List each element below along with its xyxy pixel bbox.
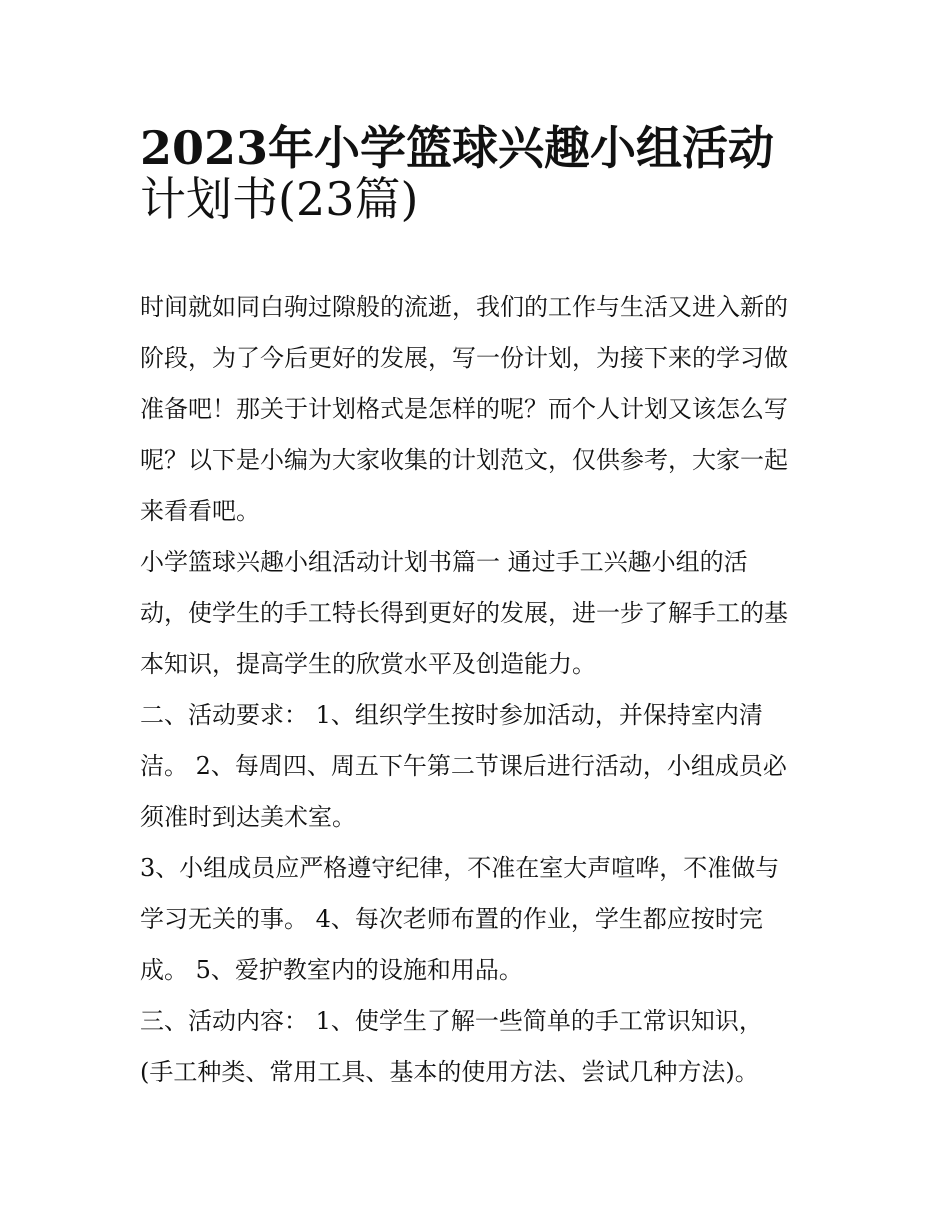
text-line: 准备吧！那关于计划格式是怎样的呢？而个人计划又该怎么写 [140, 395, 788, 423]
title-line-1: 2023年小学篮球兴趣小组活动 [140, 121, 775, 175]
text-line: 洁。 2、每周四、周五下午第二节课后进行活动，小组成员必 [140, 752, 787, 780]
text-line: 3、小组成员应严格遵守纪律，不准在室大声喧哗，不准做与 [140, 854, 780, 882]
paragraph-intro [140, 282, 820, 537]
text-line: 成。 5、爱护教室内的设施和用品。 [140, 956, 523, 984]
title-line-2: 计划书(23篇) [140, 172, 419, 226]
text-line: 须准时到达美术室。 [140, 803, 356, 831]
paragraph-content [140, 996, 820, 1098]
text-line: 呢？以下是小编为大家收集的计划范文，仅供参考，大家一起 [140, 446, 788, 474]
text-line: 本知识，提高学生的欣赏水平及创造能力。 [140, 650, 596, 678]
text-line: 学习无关的事。 4、每次老师布置的作业，学生都应按时完 [140, 905, 763, 933]
document-title [140, 108, 820, 226]
text-line: 三、活动内容： 1、使学生了解一些简单的手工常识知识， [140, 1007, 763, 1035]
text-line: 二、活动要求： 1、组织学生按时参加活动，并保持室内清 [140, 701, 763, 729]
document-body [140, 282, 820, 1098]
paragraph-rules [140, 843, 820, 996]
text-line: 动，使学生的手工特长得到更好的发展，进一步了解手工的基 [140, 599, 788, 627]
text-line: (手工种类、常用工具、基本的使用方法、尝试几种方法)。 [140, 1058, 759, 1086]
text-line: 小学篮球兴趣小组活动计划书篇一 通过手工兴趣小组的活 [140, 548, 748, 576]
text-line: 时间就如同白驹过隙般的流逝，我们的工作与生活又进入新的 [140, 293, 788, 321]
paragraph-plan-one [140, 537, 820, 690]
paragraph-requirements [140, 690, 820, 843]
text-line: 来看看吧。 [140, 497, 260, 525]
text-line: 阶段，为了今后更好的发展，写一份计划，为接下来的学习做 [140, 344, 788, 372]
